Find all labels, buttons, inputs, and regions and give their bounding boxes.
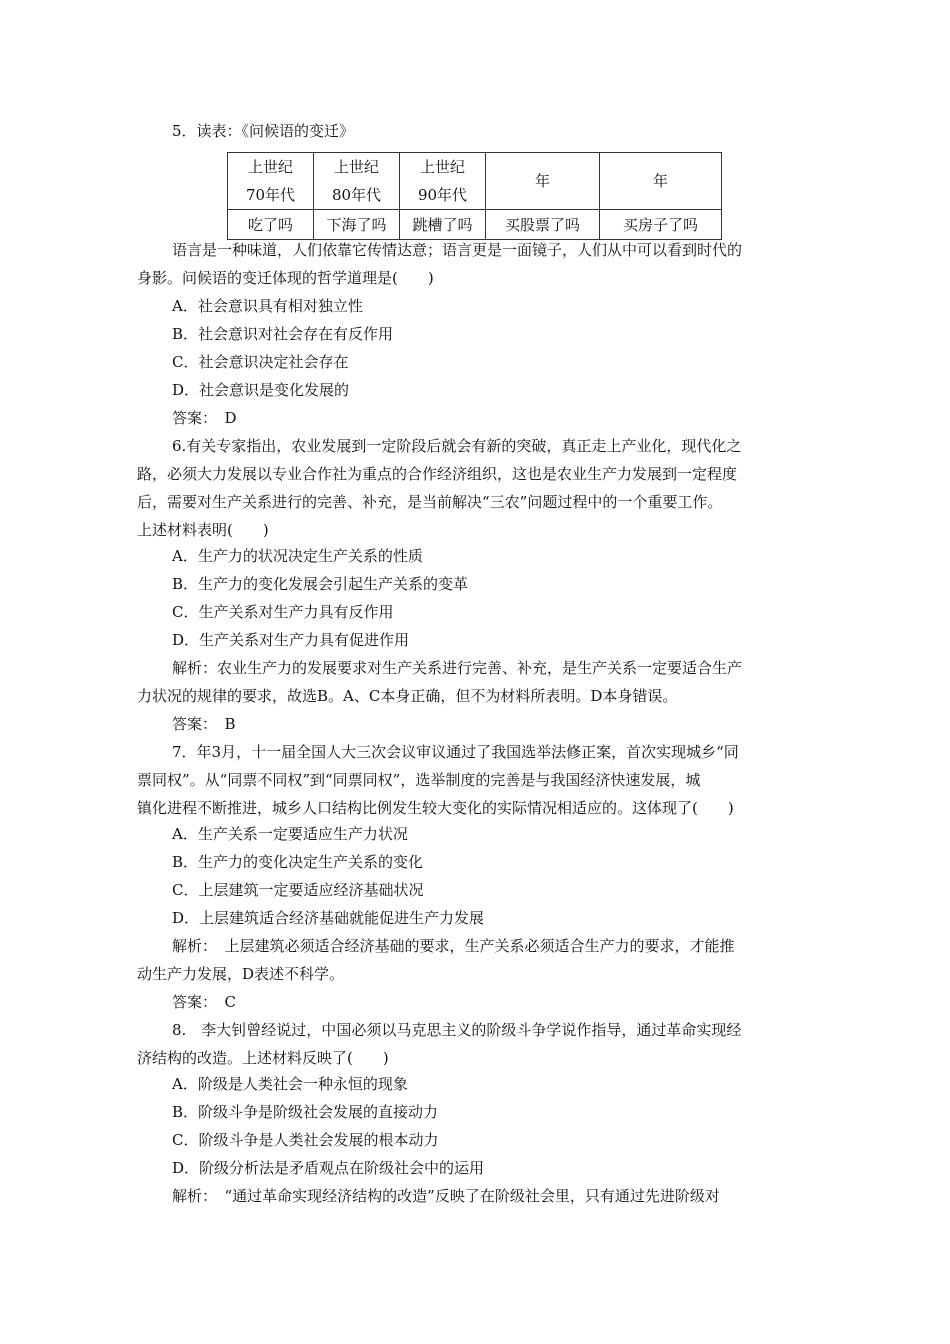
- q6-option-b: B．生产力的变化发展会引起生产关系的变革: [172, 575, 469, 593]
- q7-stem-line: 镇化进程不断推进，城乡人口结构比例发生较大变化的实际情况相适应的。这体现了( ): [137, 799, 734, 817]
- table-cell: 下海了吗: [314, 210, 400, 240]
- q6-stem-line: 后，需要对生产关系进行的完善、补充，是当前解决“三农”问题过程中的一个重要工作。: [137, 493, 723, 511]
- q5-option-a: A．社会意识具有相对独立性: [172, 297, 363, 315]
- q7-option-a: A．生产关系一定要适应生产力状况: [172, 825, 408, 843]
- q7-option-b: B．生产力的变化决定生产关系的变化: [172, 853, 424, 871]
- q7-answer: 答案： C: [172, 993, 236, 1011]
- q8-option-d: D．阶级分析法是矛盾观点在阶级社会中的运用: [172, 1159, 485, 1177]
- q6-answer: 答案： B: [172, 715, 236, 733]
- q5-option-c: C．社会意识决定社会存在: [172, 353, 349, 371]
- table-header-cell: 上世纪 80年代: [314, 153, 400, 210]
- table-row: [228, 210, 722, 240]
- q5-stem-line: 语言是一种味道，人们依靠它传情达意；语言更是一面镜子，人们从中可以看到时代的: [172, 241, 743, 259]
- q7-analysis-line: 解析： 上层建筑必须适合经济基础的要求，生产关系必须适合生产力的要求，才能推: [172, 937, 735, 955]
- table-header-row: [228, 153, 722, 210]
- q6-stem-line: 6.有关专家指出，农业发展到一定阶段后就会有新的突破，真正走上产业化，现代化之: [172, 437, 742, 455]
- q6-option-c: C．生产关系对生产力具有反作用: [172, 603, 394, 621]
- table-header-cell: 年: [486, 153, 600, 210]
- table-header-cell: 年: [600, 153, 722, 210]
- q8-analysis-line: 解析： “通过革命实现经济结构的改造”反映了在阶级社会里，只有通过先进阶级对: [172, 1187, 720, 1205]
- table-cell: 跳槽了吗: [400, 210, 486, 240]
- q8-stem-line: 济结构的改造。上述材料反映了( ): [137, 1049, 389, 1067]
- q6-stem-line: 路，必须大力发展以专业合作社为重点的合作经济组织，这也是农业生产力发展到一定程度: [137, 465, 738, 483]
- q7-analysis-line: 动生产力发展，D表述不科学。: [137, 965, 345, 983]
- q8-option-c: C．阶级斗争是人类社会发展的根本动力: [172, 1131, 439, 1149]
- q6-option-d: D．生产关系对生产力具有促进作用: [172, 631, 410, 649]
- q8-option-b: B．阶级斗争是阶级社会发展的直接动力: [172, 1103, 439, 1121]
- greeting-table: [227, 152, 722, 240]
- table-header-cell: 上世纪 70年代: [228, 153, 314, 210]
- q6-analysis-line: 解析：农业生产力的发展要求对生产关系进行完善、补充，是生产关系一定要适合生产: [172, 659, 743, 677]
- q5-stem-line: 身影。问候语的变迁体现的哲学道理是( ): [137, 269, 434, 287]
- q6-option-a: A．生产力的状况决定生产关系的性质: [172, 547, 423, 565]
- q5-option-b: B．社会意识对社会存在有反作用: [172, 325, 394, 343]
- q5-title: 5．读表：《问候语的变迁》: [172, 122, 355, 140]
- table-header-cell: 上世纪 90年代: [400, 153, 486, 210]
- table-cell: 买股票了吗: [486, 210, 600, 240]
- q5-option-d: D．社会意识是变化发展的: [172, 381, 350, 399]
- table-cell: 吃了吗: [228, 210, 314, 240]
- table-cell: 买房子了吗: [600, 210, 722, 240]
- q8-stem-line: 8. 李大钊曾经说过，中国必须以马克思主义的阶级斗争学说作指导，通过革命实现经: [172, 1021, 742, 1039]
- q5-answer: 答案： D: [172, 409, 237, 427]
- q7-stem-line: 票同权”。从“同票不同权”到“同票同权”，选举制度的完善是与我国经济快速发展，城: [137, 771, 701, 789]
- q7-option-c: C．上层建筑一定要适应经济基础状况: [172, 881, 424, 899]
- q7-option-d: D．上层建筑适合经济基础就能促进生产力发展: [172, 909, 485, 927]
- q8-option-a: A．阶级是人类社会一种永恒的现象: [172, 1075, 408, 1093]
- q7-stem-line: 7．年3月，十一届全国人大三次会议审议通过了我国选举法修正案，首次实现城乡“同: [172, 743, 739, 761]
- q6-analysis-line: 力状况的规律的要求，故选B。A、C本身正确，但不为材料所表明。D本身错误。: [137, 687, 678, 705]
- q6-stem-line: 上述材料表明( ): [137, 521, 269, 539]
